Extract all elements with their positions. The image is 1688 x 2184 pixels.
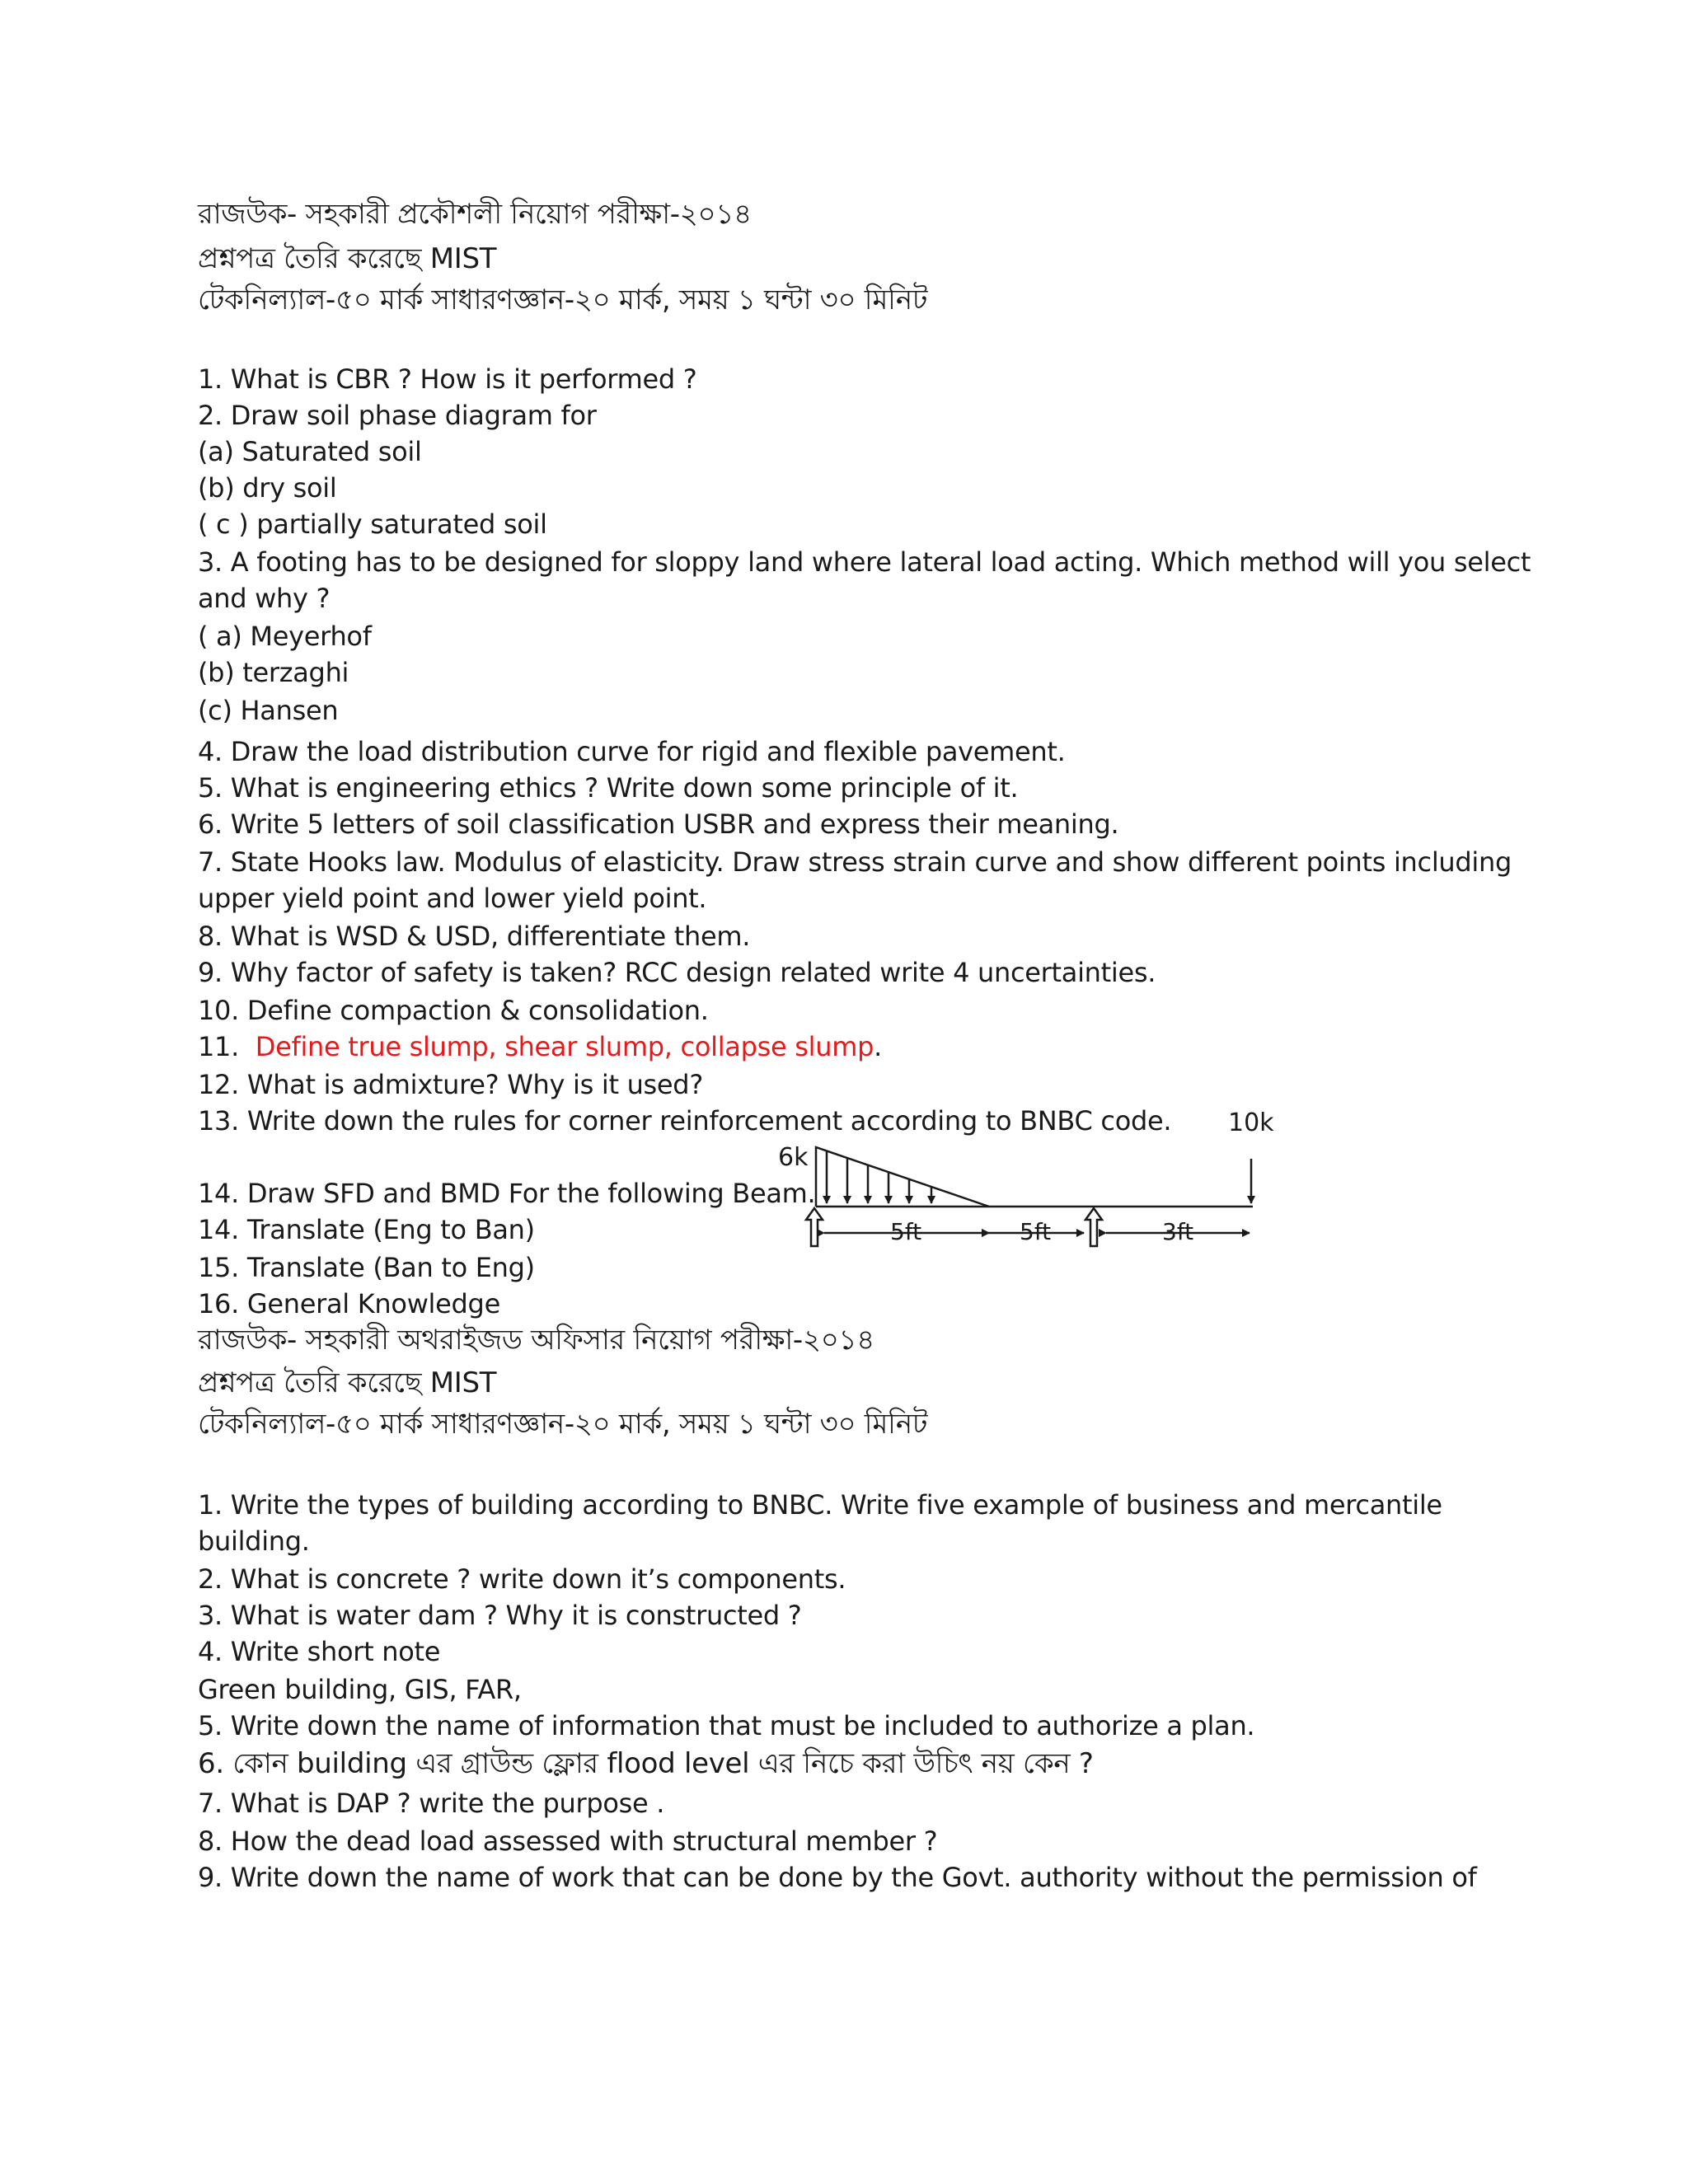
s1-line: 15. Translate (Ban to Eng) <box>198 1252 535 1283</box>
section1-title: রাজউক- সহকারী প্রকৌশলী নিয়োগ পরীক্ষা-২০১৪ <box>198 198 752 231</box>
s2-line: 7. What is DAP ? write the purpose . <box>198 1788 665 1819</box>
middle-support-icon <box>1085 1208 1102 1246</box>
left-support-icon <box>806 1208 823 1246</box>
s1-line: 3. A footing has to be designed for sloppy land where lateral load acting. Which method will you select <box>198 546 1531 578</box>
s1-line: (c) Hansen <box>198 695 339 726</box>
s2-line: Green building, GIS, FAR, <box>198 1674 522 1705</box>
s1-line: 13. Write down the rules for corner reinforcement according to BNBC code. <box>198 1105 1172 1137</box>
s2-line: 2. What is concrete ? write down it’s components. <box>198 1563 846 1595</box>
s1-line: 2. Draw soil phase diagram for <box>198 400 597 431</box>
section2-title: রাজউক- সহকারী অথরাইজড অফিসার নিয়োগ পরীক্ষা-২০১৪ <box>198 1324 875 1357</box>
section2-marks-time: টেকনিল্যাল-৫০ মার্ক সাধারণজ্ঞান-২০ মার্ক, সময় ১ ঘন্টা ৩০ মিনিট <box>198 1408 928 1441</box>
s1-line: 16. General Knowledge <box>198 1288 500 1319</box>
s1-line: 14. Translate (Eng to Ban) <box>198 1214 535 1245</box>
s1-line: upper yield point and lower yield point. <box>198 883 707 914</box>
span2-label: 5ft <box>1020 1218 1052 1245</box>
section1-marks-time: টেকনিল্যাল-৫০ মার্ক সাধারণজ্ঞান-২০ মার্ক, সময় ১ ঘন্টা ৩০ মিনিট <box>198 284 928 316</box>
s2-line: 6. কোন building এর গ্রাউন্ড ফ্লোর flood level এর নিচে করা উচিৎ নয় কেন ? <box>198 1747 1094 1780</box>
udl-label: 6k <box>778 1143 809 1172</box>
section2-prepared-by: প্রশ্নপত্র তৈরি করেছে MIST <box>198 1366 497 1399</box>
s1-line: 12. What is admixture? Why is it used? <box>198 1069 704 1100</box>
s2-line: 8. How the dead load assessed with structural member ? <box>198 1825 938 1857</box>
s1-line: (a) Saturated soil <box>198 436 422 467</box>
q11-end: . <box>874 1031 882 1062</box>
s1-line: 6. Write 5 letters of soil classification USBR and express their meaning. <box>198 808 1119 840</box>
span3-label: 3ft <box>1162 1218 1194 1245</box>
s1-line: 5. What is engineering ethics ? Write down some principle of it. <box>198 772 1019 804</box>
point-load-label: 10k <box>1228 1108 1274 1137</box>
s2-line: 4. Write short note <box>198 1636 441 1667</box>
span1-label: 5ft <box>890 1218 922 1245</box>
s1-line: (b) dry soil <box>198 472 337 504</box>
s1-line: 1. What is CBR ? How is it performed ? <box>198 363 697 395</box>
s1-line: 10. Define compaction & consolidation. <box>198 995 709 1026</box>
s2-line: 5. Write down the name of information that must be included to authorize a plan. <box>198 1710 1255 1741</box>
s1-line: ( c ) partially saturated soil <box>198 509 547 540</box>
s1-line: (b) terzaghi <box>198 657 349 688</box>
s1-line: 14. Draw SFD and BMD For the following Beam. <box>198 1178 816 1209</box>
s1-line: 7. State Hooks law. Modulus of elasticity. Draw stress strain curve and show different points including <box>198 846 1512 878</box>
s1-line: 9. Why factor of safety is taken? RCC design related write 4 uncertainties. <box>198 957 1156 988</box>
s2-line: 9. Write down the name of work that can be done by the Govt. authority without the permission of <box>198 1862 1477 1893</box>
s1-line: 4. Draw the load distribution curve for rigid and flexible pavement. <box>198 736 1066 767</box>
udl-triangle <box>816 1147 989 1207</box>
s2-line: 1. Write the types of building according to BNBC. Write five example of business and mercantile <box>198 1489 1442 1521</box>
s1-line: and why ? <box>198 583 331 614</box>
q11-number: 11. <box>198 1031 239 1062</box>
s1-line: 8. What is WSD & USD, differentiate them. <box>198 921 751 952</box>
section1-prepared-by: প্রশ্নপত্র তৈরি করেছে MIST <box>198 242 497 275</box>
s1-line: ( a) Meyerhof <box>198 621 372 652</box>
s2-line: building. <box>198 1526 310 1557</box>
s2-line: 3. What is water dam ? Why it is constructed ? <box>198 1600 802 1631</box>
q11-highlighted-text: Define true slump, shear slump, collapse slump <box>255 1031 874 1062</box>
